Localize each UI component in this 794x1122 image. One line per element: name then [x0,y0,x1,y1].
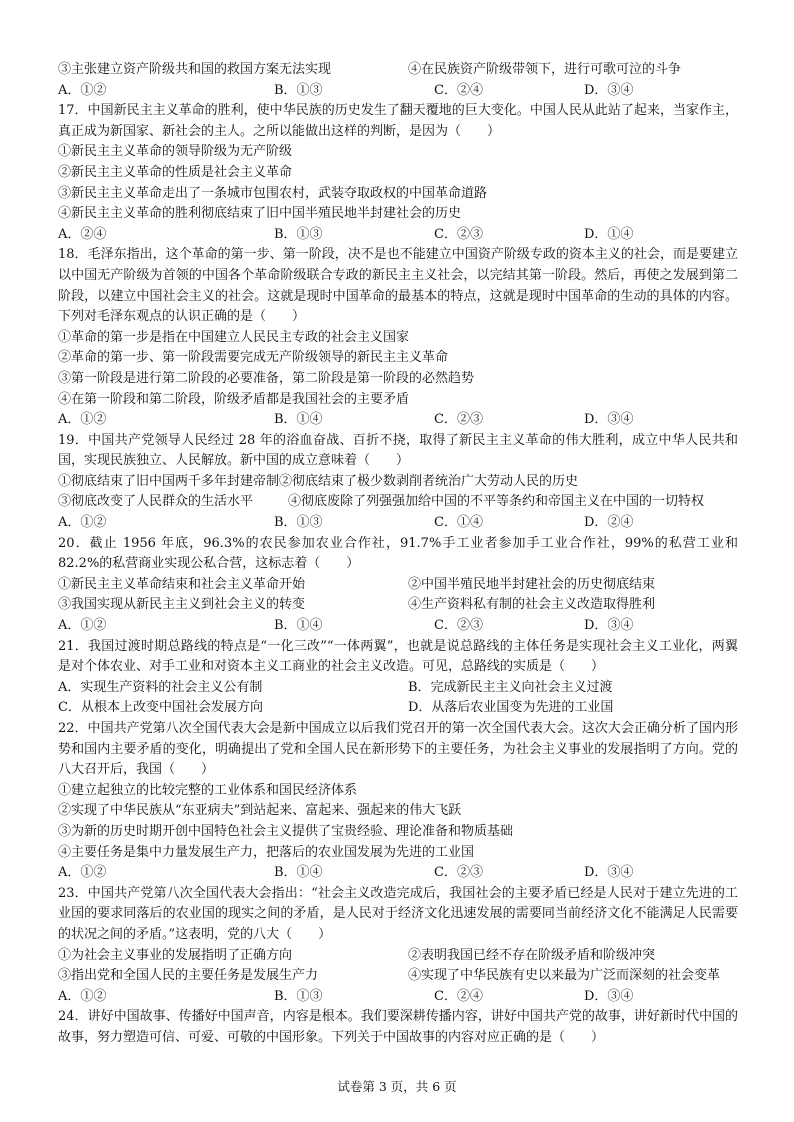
q18-item: ①革命的第一步是指在中国建立人民民主专政的社会主义国家 [58,329,410,345]
q17-item: ④新民主主义革命的胜利彻底结束了旧中国半殖民地半封建社会的历史 [58,206,462,222]
q20-item-2: ②中国半殖民地半封建社会的历史彻底结束 [408,576,656,592]
page-footer: 试卷第 3 页，共 6 页 [337,1079,457,1094]
q23-stem: 23．中国共产党第八次全国代表大会指出：“社会主义改造完成后，我国社会的主要矛盾已经是人民对于建立先进的工业国的要求同落后的农业国的现实之间的矛盾，是人民对于经济文化迅速发展的需要同当前经济文化不能满足人民需要的状况之间的矛盾。”这表明，党的八大（ ） [58,885,738,942]
q22-options [58,863,738,884]
q23-options [58,987,738,1008]
q22-stem: 22．中国共产党第八次全国代表大会是新中国成立以后我们党召开的第一次全国代表大会。这次大会正确分析了国内形势和国内主要矛盾的变化，明确提出了党和全国人民在新形势下的主要任务，为社会主义事业的发展指明了方向。党的八大召开后，我国（ ） [58,721,738,778]
q22-item: ③为新的历史时期开创中国特色社会主义提供了宝贵经验、理论准备和物质基础 [58,823,514,839]
q16-option-d: D．③④ [584,82,634,98]
q23-option-b: B．①③ [274,988,323,1004]
q17-item: ②新民主主义革命的性质是社会主义革命 [58,164,293,180]
q23-item-row [58,946,738,967]
q20-item-row [58,575,738,596]
q16-option-c: C．②④ [434,82,483,98]
q16-item-3: ③主张建立资产阶级共和国的救国方案无法实现 [58,62,332,77]
q17-option-d: D．①④ [584,226,634,242]
q22-option-a: A．①② [58,865,107,881]
q20-item-row [58,595,738,616]
q21-option-b: B．完成新民主主义向社会主义过渡 [408,679,613,695]
q19-item-3: ③彻底改变了人民群众的生活水平 [58,494,254,510]
q23-item-2: ②表明我国已经不存在阶级矛盾和阶级冲突 [408,947,656,963]
q17-options [58,225,738,246]
q21-option-c: C．从根本上改变中国社会发展方向 [58,700,263,716]
q22-option-b: B．①④ [274,865,323,881]
q21-option-d: D．从落后农业国变为先进的工业国 [408,700,614,716]
q20-options [58,616,738,637]
q22-item: ②实现了中华民族从“东亚病夫”到站起来、富起来、强起来的伟大飞跃 [58,803,462,819]
q22-option-c: C．②③ [434,865,483,881]
q20-stem: 20．截止 1956 年底，96.3%的农民参加农业合作社，91.7%手工业者参加手工业合作社，99%的私营工业和 82.2%的私营商业实现公私合营，这标志着（ ） [58,535,738,572]
q22-option-d: D．③④ [584,865,634,881]
q23-item-3: ③指出党和全国人民的主要任务是发展生产力 [58,968,319,984]
q21-stem: 21．我国过渡时期总路线的特点是“一化三改”“一体两翼”，也就是说总路线的主体任务是实现社会主义工业化，两翼是对个体农业、对手工业和对资本主义工商业的社会主义改造。可见，总路线的实质是（ ） [58,638,738,675]
q21-options-row [58,678,738,699]
q17-option-c: C．②③ [434,226,483,242]
q18-option-a: A．①② [58,412,107,428]
q17-item: ①新民主主义革命的领导阶级为无产阶级 [58,144,293,160]
q19-item-row [58,492,738,513]
q19-option-c: C．①④ [434,515,483,531]
q21-options-row [58,698,738,719]
q17-stem: 17．中国新民主主义革命的胜利，使中华民族的历史发生了翻天覆地的巨大变化。中国人民从此站了起来，当家作主，真正成为新国家、新社会的主人。之所以能做出这样的判断，是因为（ ） [58,103,738,139]
q24-stem: 24．讲好中国故事、传播好中国声音，内容是根本。我们要深耕传播内容，讲好中国共产党的故事，讲好新时代中国的故事，努力塑造可信、可爱、可敬的中国形象。下列关于中国故事的内容对应正确的是（ ） [58,1009,738,1045]
q16-items-row [58,60,738,81]
q18-item: ③第一阶段是进行第二阶段的必要准备，第二阶段是第一阶段的必然趋势 [58,370,475,386]
q23-option-d: D．③④ [584,988,634,1004]
q18-stem: 18．毛泽东指出，这个革命的第一步、第一阶段，决不是也不能建立中国资产阶级专政的资本主义的社会，而是要建立以中国无产阶级为首领的中国各个革命阶级联合专政的新民主主义社会，以完结其第一阶段。然后，再使之发展到第二阶段，以建立中国社会主义的社会。这就是现时中国革命的最基本的特点，这就是现时中国革命的生动的具体的内容。下列对毛泽东观点的认识正确的是（ ） [58,247,738,325]
q23-option-c: C．②④ [434,988,483,1004]
q20-item-4: ④生产资料私有制的社会主义改造取得胜利 [408,597,656,613]
q19-options [58,513,738,534]
q16-item-4: ④在民族资产阶级带领下，进行可歌可泣的斗争 [408,62,682,77]
q18-option-d: D．③④ [584,412,634,428]
q19-option-b: B．①③ [274,515,323,531]
q16-option-b: B．①③ [274,82,323,98]
q23-item-1: ①为社会主义事业的发展指明了正确方向 [58,947,293,963]
q20-option-d: D．③④ [584,618,634,634]
q23-item-row [58,966,738,987]
q17-item: ③新民主主义革命走出了一条城市包围农村，武装夺取政权的中国革命道路 [58,185,488,201]
q18-item: ②革命的第一步、第一阶段需要完成无产阶级领导的新民主主义革命 [58,350,449,366]
q21-option-a: A．实现生产资料的社会主义公有制 [58,679,263,695]
q16-options [58,81,738,102]
q19-option-a: A．①② [58,515,107,531]
q19-item-row: ①彻底结束了旧中国两千多年封建帝制②彻底结束了极少数剥削者统治广大劳动人民的历史 [58,473,579,489]
q19-item-4: ④彻底废除了列强强加给中国的不平等条约和帝国主义在中国的一切特权 [288,494,705,510]
q22-item: ①建立起独立的比较完整的工业体系和国民经济体系 [58,782,358,798]
q19-option-d: D．②④ [584,515,634,531]
q20-option-b: B．①④ [274,618,323,634]
q22-item: ④主要任务是集中力量发展生产力，把落后的农业国发展为先进的工业国 [58,844,475,860]
q19-stem: 19．中国共产党领导人民经过 28 年的浴血奋战、百折不挠，取得了新民主主义革命的伟大胜利，成立中华人民共和国，实现民族独立、人民解放。新中国的成立意味着（ ） [58,432,738,469]
q20-item-1: ①新民主主义革命结束和社会主义革命开始 [58,576,306,592]
q18-options [58,410,738,431]
q23-option-a: A．①② [58,988,107,1004]
q18-item: ④在第一阶段和第二阶段，阶级矛盾都是我国社会的主要矛盾 [58,391,410,407]
q23-item-4: ④实现了中华民族有史以来最为广泛而深刻的社会变革 [408,968,721,984]
q18-option-b: B．①④ [274,412,323,428]
q17-option-a: A．②④ [58,226,107,242]
q17-option-b: B．①③ [274,226,323,242]
q18-option-c: C．②③ [434,412,483,428]
q20-option-a: A．①② [58,618,107,634]
q20-option-c: C．②③ [434,618,483,634]
q16-option-a: A．①② [58,82,107,98]
q20-item-3: ③我国实现从新民主主义到社会主义的转变 [58,597,306,613]
